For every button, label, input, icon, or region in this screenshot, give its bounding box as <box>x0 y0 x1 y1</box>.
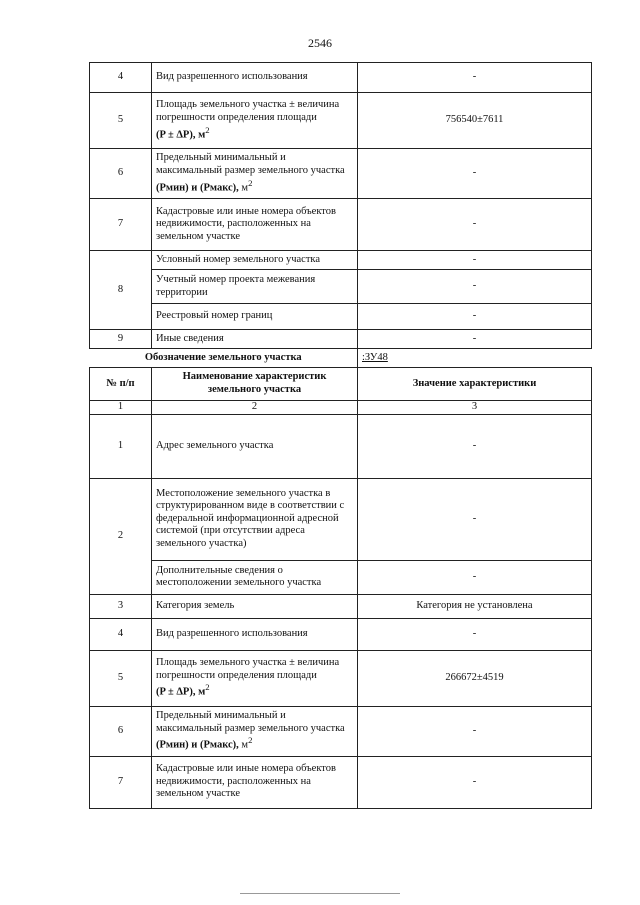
characteristic-name: Местоположение земельного участка в структурированном виде в соответствии с федеральной информационной адресной системой (при отсутствии адреса земельного участка) <box>152 478 358 560</box>
characteristic-name: Кадастровые или иные номера объектов недвижимости, расположенных на земельном участке <box>152 756 358 808</box>
header-number: № п/п <box>90 368 152 401</box>
characteristic-value: - <box>358 199 592 251</box>
characteristic-name: Категория земель <box>152 594 358 618</box>
index-row <box>90 401 592 415</box>
characteristic-value: 266672±4519 <box>358 650 592 706</box>
row-number: 5 <box>90 93 152 149</box>
characteristic-name <box>152 706 358 756</box>
characteristic-value: - <box>358 251 592 270</box>
table-row <box>90 251 592 270</box>
row-number: 1 <box>90 414 152 478</box>
table-row <box>90 270 592 304</box>
column-index: 1 <box>90 401 152 415</box>
land-plot-table <box>89 62 592 809</box>
characteristic-value: Категория не установлена <box>358 594 592 618</box>
characteristic-value: - <box>358 618 592 650</box>
column-index: 2 <box>152 401 358 415</box>
row-number: 3 <box>90 594 152 618</box>
characteristic-name <box>152 149 358 199</box>
row-number: 6 <box>90 149 152 199</box>
table-row <box>90 199 592 251</box>
page-number: 2546 <box>308 36 332 50</box>
characteristic-name: Вид разрешенного использования <box>152 63 358 93</box>
designation-label: Обозначение земельного участка <box>90 349 358 368</box>
table-row <box>90 560 592 594</box>
designation-value <box>358 349 592 368</box>
characteristic-name: Вид разрешенного использования <box>152 618 358 650</box>
name-text: Площадь земельного участка ± величина погрешности определения площади <box>156 656 340 681</box>
table-row <box>90 330 592 349</box>
designation-code: :ЗУ48 <box>362 351 388 363</box>
table-row <box>90 93 592 149</box>
table-row <box>90 304 592 330</box>
name-unit: м <box>238 182 249 194</box>
characteristic-value: - <box>358 560 592 594</box>
table-row <box>90 149 592 199</box>
table-row <box>90 478 592 560</box>
characteristic-value: - <box>358 270 592 304</box>
characteristic-value: 756540±7611 <box>358 93 592 149</box>
row-number: 6 <box>90 706 152 756</box>
scan-artifact-line <box>240 893 400 894</box>
characteristic-name: Адрес земельного участка <box>152 414 358 478</box>
row-number: 4 <box>90 63 152 93</box>
name-formula: (P ± ΔP), м <box>156 129 206 141</box>
designation-row <box>90 349 592 368</box>
name-superscript: 2 <box>205 682 210 693</box>
name-superscript: 2 <box>248 735 253 746</box>
characteristic-name: Дополнительные сведения о местоположении земельного участка <box>152 560 358 594</box>
characteristic-value: - <box>358 414 592 478</box>
name-superscript: 2 <box>248 177 253 188</box>
characteristic-name: Условный номер земельного участка <box>152 251 358 270</box>
header-row <box>90 368 592 401</box>
name-unit: м <box>238 739 249 751</box>
characteristic-name: Учетный номер проекта межевания территории <box>152 270 358 304</box>
characteristic-value: - <box>358 706 592 756</box>
row-number: 7 <box>90 756 152 808</box>
name-formula: (Рмин) и (Рмакс), <box>156 739 239 751</box>
row-number: 9 <box>90 330 152 349</box>
characteristic-value: - <box>358 304 592 330</box>
characteristic-value: - <box>358 756 592 808</box>
table-row <box>90 756 592 808</box>
name-formula: (Рмин) и (Рмакс), <box>156 182 239 194</box>
table-row <box>90 594 592 618</box>
row-number: 2 <box>90 478 152 594</box>
name-formula: (P ± ΔP), м <box>156 686 206 698</box>
characteristic-name: Кадастровые или иные номера объектов недвижимости, расположенных на земельном участке <box>152 199 358 251</box>
name-text: Площадь земельного участка ± величина погрешности определения площади <box>156 99 340 123</box>
characteristic-value: - <box>358 478 592 560</box>
table-row <box>90 706 592 756</box>
table-row <box>90 618 592 650</box>
column-index: 3 <box>358 401 592 415</box>
header-value: Значение характеристики <box>358 368 592 401</box>
name-superscript: 2 <box>205 124 210 135</box>
table-row <box>90 414 592 478</box>
row-number: 4 <box>90 618 152 650</box>
characteristic-name <box>152 93 358 149</box>
table-row <box>90 63 592 93</box>
name-text: Предельный минимальный и максимальный размер земельного участка <box>156 709 345 734</box>
row-number: 5 <box>90 650 152 706</box>
characteristic-value: - <box>358 149 592 199</box>
characteristic-value: - <box>358 330 592 349</box>
characteristic-name: Иные сведения <box>152 330 358 349</box>
row-number: 7 <box>90 199 152 251</box>
table-row <box>90 650 592 706</box>
characteristic-value: - <box>358 63 592 93</box>
name-text: Предельный минимальный и максимальный размер земельного участка <box>156 152 345 176</box>
characteristic-name: Реестровый номер границ <box>152 304 358 330</box>
row-number: 8 <box>90 251 152 330</box>
characteristic-name <box>152 650 358 706</box>
header-name: Наименование характеристик земельного участка <box>152 368 358 401</box>
